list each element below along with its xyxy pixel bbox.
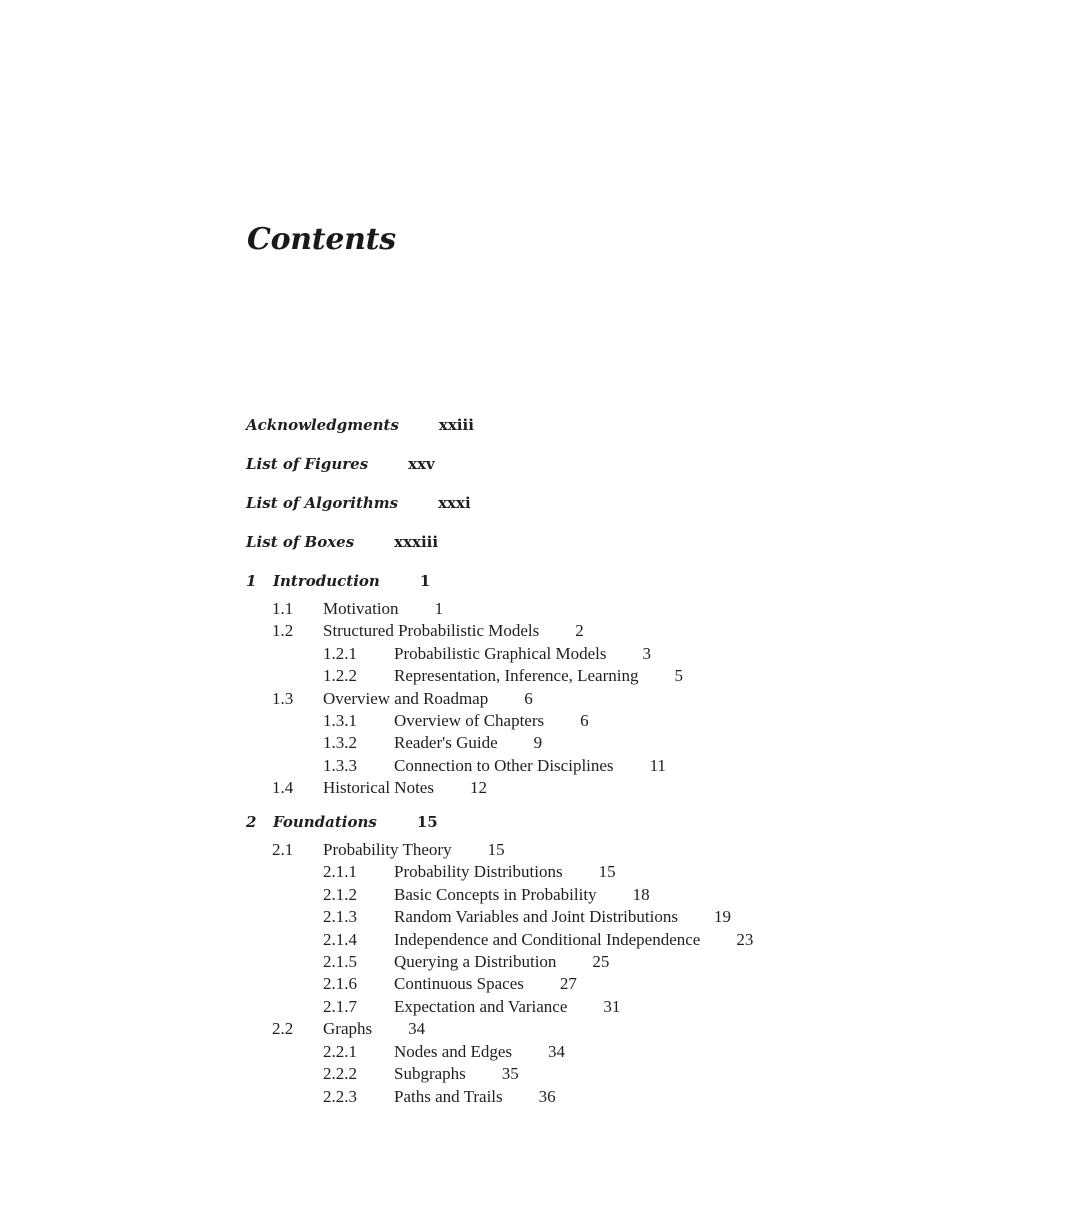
- entry-title: Probability Theory: [323, 840, 452, 859]
- toc-front-list-of-figures[interactable]: [246, 455, 435, 473]
- toc-subsection-entry[interactable]: [323, 711, 589, 731]
- entry-number: 1.4: [272, 778, 294, 797]
- toc-front-acknowledgments[interactable]: [246, 416, 474, 434]
- entry-title: Graphs: [323, 1019, 373, 1038]
- toc-subsection-entry[interactable]: [323, 862, 616, 882]
- entry-number: 1.3.2: [323, 733, 357, 752]
- entry-page: 2: [575, 621, 584, 640]
- entry-number: 2.2.2: [323, 1064, 357, 1083]
- entry-title: Motivation: [323, 599, 399, 618]
- entry-page: 23: [736, 930, 754, 949]
- toc-subsection-entry[interactable]: [323, 997, 620, 1017]
- chapter-page: 15: [416, 813, 438, 831]
- entry-title: Basic Concepts in Probability: [394, 885, 597, 904]
- toc-section-entry[interactable]: [272, 621, 584, 641]
- entry-number: 2.1.2: [323, 885, 357, 904]
- entry-number: 1.3.3: [323, 756, 357, 775]
- entry-title: Connection to Other Disciplines: [394, 756, 614, 775]
- toc-chapter-heading[interactable]: [246, 813, 438, 831]
- toc-entry-label: List of Algorithms: [246, 494, 399, 512]
- entry-page: 9: [533, 733, 543, 752]
- toc-entry-page: xxxiii: [394, 533, 439, 551]
- entry-page: 27: [559, 974, 577, 993]
- chapter-number: 1: [246, 572, 257, 590]
- entry-number: 1.2.2: [323, 666, 357, 685]
- entry-title: Random Variables and Joint Distributions: [394, 907, 678, 926]
- toc-subsection-entry[interactable]: [323, 907, 731, 927]
- toc-subsection-entry[interactable]: [323, 1042, 565, 1062]
- toc-subsection-entry[interactable]: [323, 885, 650, 905]
- entry-title: Probabilistic Graphical Models: [394, 644, 607, 663]
- toc-front-list-of-algorithms[interactable]: [246, 494, 471, 512]
- entry-page: 6: [580, 711, 589, 730]
- toc-entry-page: xxiii: [438, 416, 474, 434]
- toc-subsection-entry[interactable]: [323, 952, 609, 972]
- entry-title: Structured Probabilistic Models: [323, 621, 540, 640]
- entry-title: Overview of Chapters: [394, 711, 545, 730]
- entry-page: 19: [713, 907, 731, 926]
- entry-number: 2.2.1: [323, 1042, 357, 1061]
- entry-title: Reader's Guide: [394, 733, 498, 752]
- toc-section-entry[interactable]: [272, 689, 533, 709]
- toc-subsection-entry[interactable]: [323, 974, 577, 994]
- entry-title: Nodes and Edges: [394, 1042, 513, 1061]
- entry-number: 2.1.3: [323, 907, 357, 926]
- toc-section-entry[interactable]: [272, 778, 487, 798]
- entry-title: Representation, Inference, Learning: [394, 666, 639, 685]
- entry-title: Overview and Roadmap: [323, 689, 489, 708]
- entry-page: 36: [538, 1087, 556, 1106]
- entry-page: 1: [434, 599, 444, 618]
- entry-number: 1.2: [272, 621, 294, 640]
- entry-page: 18: [632, 885, 650, 904]
- entry-number: 2.1.1: [323, 862, 357, 881]
- entry-title: Historical Notes: [323, 778, 434, 797]
- entry-number: 1.3: [272, 689, 294, 708]
- entry-page: 12: [469, 778, 487, 797]
- entry-page: 34: [408, 1019, 426, 1038]
- entry-page: 5: [674, 666, 683, 685]
- chapter-title: Introduction: [273, 572, 380, 590]
- toc-front-list-of-boxes[interactable]: [246, 533, 438, 551]
- entry-number: 2.2: [272, 1019, 294, 1038]
- toc-entry-page: xxv: [408, 455, 435, 473]
- toc-entry-label: Acknowledgments: [246, 416, 399, 434]
- toc-subsection-entry[interactable]: [323, 1087, 556, 1107]
- chapter-title: Foundations: [273, 813, 377, 831]
- toc-entry-label: List of Boxes: [246, 533, 355, 551]
- entry-page: 15: [598, 862, 616, 881]
- toc-subsection-entry[interactable]: [323, 756, 666, 776]
- entry-page: 3: [642, 644, 651, 663]
- toc-chapter-heading[interactable]: [246, 572, 430, 590]
- toc-section-entry[interactable]: [272, 1019, 425, 1039]
- entry-number: 1.1: [272, 599, 294, 618]
- toc-subsection-entry[interactable]: [323, 930, 753, 950]
- toc-section-entry[interactable]: [272, 599, 443, 619]
- entry-number: 2.1.4: [323, 930, 357, 949]
- entry-title: Paths and Trails: [394, 1087, 503, 1106]
- entry-page: 6: [524, 689, 533, 708]
- toc-entry-label: List of Figures: [246, 455, 369, 473]
- entry-title: Subgraphs: [394, 1064, 466, 1083]
- entry-title: Continuous Spaces: [394, 974, 524, 993]
- chapter-number: 2: [246, 813, 257, 831]
- toc-subsection-entry[interactable]: [323, 1064, 519, 1084]
- chapter-page: 1: [419, 572, 431, 590]
- entry-number: 2.1: [272, 840, 294, 859]
- page-title: Contents: [247, 222, 396, 257]
- entry-page: 35: [501, 1064, 519, 1083]
- entry-page: 25: [592, 952, 610, 971]
- toc-section-entry[interactable]: [272, 840, 505, 860]
- entry-number: 1.3.1: [323, 711, 357, 730]
- entry-page: 11: [649, 756, 666, 775]
- entry-number: 1.2.1: [323, 644, 357, 663]
- entry-page: 34: [548, 1042, 566, 1061]
- entry-title: Querying a Distribution: [394, 952, 557, 971]
- entry-number: 2.1.5: [323, 952, 357, 971]
- toc-subsection-entry[interactable]: [323, 666, 683, 686]
- toc-subsection-entry[interactable]: [323, 644, 651, 664]
- entry-number: 2.1.6: [323, 974, 357, 993]
- entry-page: 15: [487, 840, 505, 859]
- entry-title: Expectation and Variance: [394, 997, 568, 1016]
- toc-entry-page: xxxi: [438, 494, 471, 512]
- entry-title: Probability Distributions: [394, 862, 563, 881]
- entry-title: Independence and Conditional Independence: [394, 930, 701, 949]
- toc-subsection-entry[interactable]: [323, 733, 542, 753]
- entry-number: 2.1.7: [323, 997, 357, 1016]
- entry-page: 31: [603, 997, 621, 1016]
- entry-number: 2.2.3: [323, 1087, 357, 1106]
